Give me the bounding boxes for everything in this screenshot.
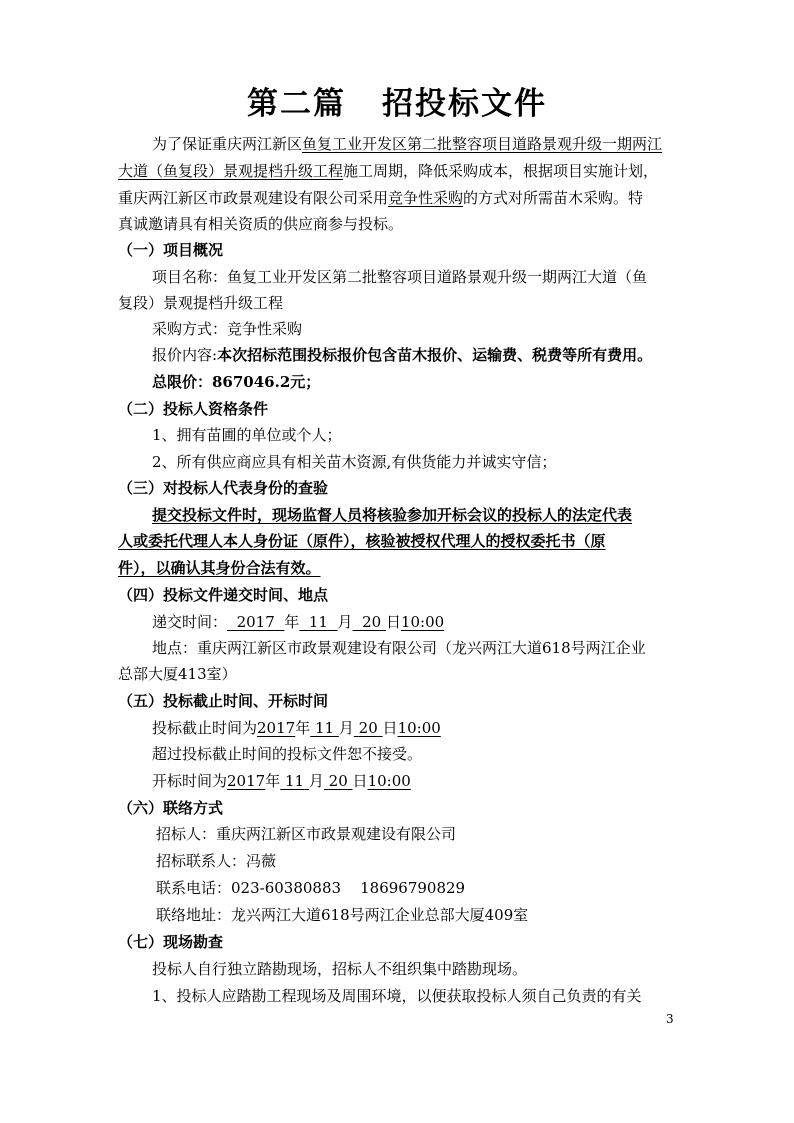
- year-unit: 年: [295, 719, 311, 737]
- deadline-label: 投标截止时间为: [152, 719, 258, 737]
- day-unit: 日: [352, 772, 368, 790]
- site-visit-item-1: 1、投标人应踏勘工程现场及周围环境，以便获取投标人须自己负责的有关: [152, 987, 642, 1005]
- quote-text: 本次招标范围投标报价包含苗木报价、运输费、税费等所有费用。: [217, 346, 653, 364]
- intro-text: 为了保证重庆两江新区: [152, 135, 303, 153]
- month-value: 11: [285, 772, 305, 790]
- intro-line-4: 真诚邀请具有相关资质的供应商参与投标。: [118, 215, 404, 233]
- identity-check-line-3: 件），以确认其身份合法有效。: [118, 559, 321, 577]
- submission-place-line-2: 总部大厦413室）: [118, 665, 237, 683]
- deadline-year: 2017: [257, 719, 296, 737]
- qualification-item-2: 2、所有供应商应具有相关苗木资源,有供货能力并诚实守信；: [152, 453, 557, 471]
- project-name-line-2: 复段）景观提档升级工程: [118, 294, 284, 312]
- site-visit-note: 投标人自行独立踏勘现场，招标人不组织集中踏勘现场。: [152, 960, 528, 978]
- contact-address: 联络地址：龙兴两江大道618号两江企业总部大厦409室: [156, 906, 529, 924]
- submission-month: [299, 613, 337, 631]
- deadline-day: [354, 719, 383, 737]
- project-name-line-1: 项目名称：鱼复工业开发区第二批整容项目道路景观升级一期两江大道（鱼: [152, 268, 648, 286]
- month-unit: 月: [338, 719, 354, 737]
- quote-content: [152, 344, 712, 366]
- day-unit: 日: [385, 613, 401, 631]
- day-value: 20: [362, 613, 382, 631]
- day-unit: 日: [382, 719, 398, 737]
- intro-text: 施工周期，降低采购成本，根据项目实施计划，: [343, 162, 659, 180]
- month-unit: 月: [308, 772, 324, 790]
- section-1-heading: （一）项目概况: [118, 241, 224, 259]
- year-value: 2017: [236, 613, 275, 631]
- opening-month: [280, 772, 309, 790]
- intro-line-1: [152, 133, 712, 155]
- project-name-underlined: 大道（鱼复段）景观提档升级工程: [118, 162, 344, 180]
- deadline-month: [310, 719, 339, 737]
- page-number: 3: [666, 1012, 674, 1026]
- day-value: 20: [328, 772, 348, 790]
- section-7-heading: （七）现场勘查: [118, 933, 224, 951]
- opening-label: 开标时间为: [152, 772, 228, 790]
- procurement-method-underlined: 竞争性采购: [388, 189, 464, 207]
- section-3-heading: （三）对投标人代表身份的查验: [118, 479, 329, 497]
- section-2-heading: （二）投标人资格条件: [118, 400, 269, 418]
- title-part: 第二篇: [247, 86, 346, 122]
- year-unit: 年: [265, 772, 281, 790]
- intro-line-2: [118, 160, 678, 182]
- section-5-heading: （五）投标截止时间、开标时间: [118, 692, 329, 710]
- submission-time-label: 递交时间：: [152, 613, 228, 631]
- section-6-heading: （六）联络方式: [118, 799, 224, 817]
- month-value: 11: [308, 613, 328, 631]
- opening-time: [152, 770, 712, 792]
- submission-place-line-1: 地点：重庆两江新区市政景观建设有限公司（龙兴两江大道618号两江企业: [152, 639, 646, 657]
- section-4-heading: （四）投标文件递交时间、地点: [118, 586, 329, 604]
- deadline-time: [152, 717, 712, 739]
- submission-clock: 10:00: [400, 613, 445, 631]
- submission-day: [353, 613, 386, 631]
- intro-line-3: [118, 187, 678, 209]
- tenderer: 招标人：重庆两江新区市政景观建设有限公司: [156, 825, 457, 843]
- deadline-clock: 10:00: [397, 719, 441, 737]
- late-notice: 超过投标截止时间的投标文件恕不接受。: [152, 745, 423, 763]
- title-name: 招投标文件: [382, 86, 547, 122]
- procurement-method: 采购方式：竞争性采购: [152, 320, 303, 338]
- identity-check-line-1: 提交投标文件时，现场监督人员将核验参加开标会议的投标人的法定代表: [152, 506, 633, 524]
- intro-text: 的方式对所需苗木采购。特: [463, 189, 644, 207]
- year-unit: 年: [284, 613, 300, 631]
- contact-person: 招标联系人：冯薇: [156, 852, 277, 870]
- submission-time: [152, 611, 712, 633]
- contact-phone: 联系电话：023-60380883 18696790829: [156, 879, 466, 897]
- page-title: [0, 78, 794, 123]
- project-name-underlined: 鱼复工业开发区第二批整容项目道路景观升级一期两江: [302, 135, 663, 153]
- opening-clock: 10:00: [367, 772, 411, 790]
- quote-label: 报价内容:: [152, 346, 218, 364]
- qualification-item-1: 1、拥有苗圃的单位或个人；: [152, 426, 342, 444]
- price-limit: 总限价：867046.2元；: [152, 373, 321, 391]
- opening-day: [324, 772, 353, 790]
- opening-year: 2017: [227, 772, 266, 790]
- day-value: 20: [358, 719, 378, 737]
- month-value: 11: [315, 719, 335, 737]
- submission-year: [227, 613, 284, 631]
- month-unit: 月: [337, 613, 353, 631]
- intro-text: 重庆两江新区市政景观建设有限公司采用: [118, 189, 389, 207]
- identity-check-line-2: 人或委托代理人本人身份证（原件），核验被授权代理人的授权委托书（原: [118, 532, 606, 550]
